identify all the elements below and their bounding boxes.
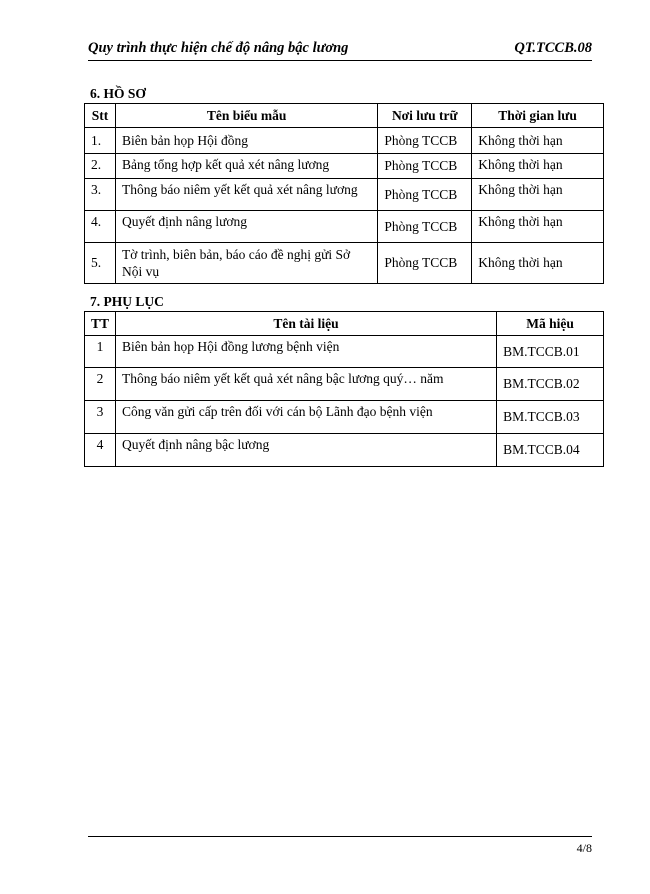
column-header: Mã hiệu (497, 312, 604, 336)
records-heading: 6. HỒ SƠ (90, 86, 146, 101)
cell-retention: Không thời hạn (472, 154, 604, 179)
cell-form-name: Tờ trình, biên bản, báo cáo đề nghị gửi Sở Nội vụ (115, 243, 377, 284)
table-row (85, 243, 604, 284)
cell-document-name: Quyết định nâng bậc lương (116, 434, 497, 467)
footer-divider (88, 836, 592, 837)
cell-stt: 1. (85, 128, 116, 154)
column-header: Stt (85, 104, 116, 128)
cell-form-name: Biên bản họp Hội đồng (115, 128, 377, 154)
table-row (85, 368, 604, 401)
page-number: 4/8 (576, 841, 592, 855)
page-header (88, 38, 592, 61)
appendix-table (84, 311, 604, 467)
column-header: Thời gian lưu (472, 104, 604, 128)
cell-stt: 2. (85, 154, 116, 179)
cell-retention: Không thời hạn (472, 179, 604, 211)
cell-storage: Phòng TCCB (378, 179, 472, 211)
cell-storage: Phòng TCCB (378, 243, 472, 284)
column-header: Tên tài liệu (116, 312, 497, 336)
cell-tt: 2 (85, 368, 116, 401)
cell-document-name: Công văn gửi cấp trên đối với cán bộ Lãnh đạo bệnh viện (116, 401, 497, 434)
cell-tt: 4 (85, 434, 116, 467)
document-code: QT.TCCB.08 (514, 40, 592, 56)
cell-retention: Không thời hạn (472, 211, 604, 243)
cell-stt: 4. (85, 211, 116, 243)
column-header: TT (85, 312, 116, 336)
cell-document-name: Thông báo niêm yết kết quả xét nâng bậc lương quý… năm (116, 368, 497, 401)
cell-storage: Phòng TCCB (378, 154, 472, 179)
cell-form-name: Thông báo niêm yết kết quả xét nâng lương (115, 179, 377, 211)
table-row (85, 154, 604, 179)
cell-stt: 3. (85, 179, 116, 211)
column-header: Nơi lưu trữ (378, 104, 472, 128)
table-row (85, 434, 604, 467)
cell-code: BM.TCCB.01 (497, 336, 604, 368)
cell-retention: Không thời hạn (472, 128, 604, 154)
cell-storage: Phòng TCCB (378, 211, 472, 243)
table-row (85, 336, 604, 368)
cell-tt: 3 (85, 401, 116, 434)
table-row (85, 211, 604, 243)
table-header-row (85, 104, 604, 128)
cell-document-name: Biên bản họp Hội đồng lương bệnh viện (116, 336, 497, 368)
cell-storage: Phòng TCCB (378, 128, 472, 154)
cell-retention: Không thời hạn (472, 243, 604, 284)
cell-form-name: Bảng tổng hợp kết quả xét nâng lương (115, 154, 377, 179)
cell-form-name: Quyết định nâng lương (115, 211, 377, 243)
cell-code: BM.TCCB.03 (497, 401, 604, 434)
cell-code: BM.TCCB.02 (497, 368, 604, 401)
cell-stt: 5. (85, 243, 116, 284)
records-table (84, 103, 604, 284)
table-row (85, 179, 604, 211)
column-header: Tên biểu mẫu (115, 104, 377, 128)
table-header-row (85, 312, 604, 336)
table-row (85, 401, 604, 434)
table-row (85, 128, 604, 154)
document-title: Quy trình thực hiện chế độ nâng bậc lương (88, 40, 349, 56)
cell-tt: 1 (85, 336, 116, 368)
appendix-heading: 7. PHỤ LỤC (90, 294, 164, 309)
cell-code: BM.TCCB.04 (497, 434, 604, 467)
